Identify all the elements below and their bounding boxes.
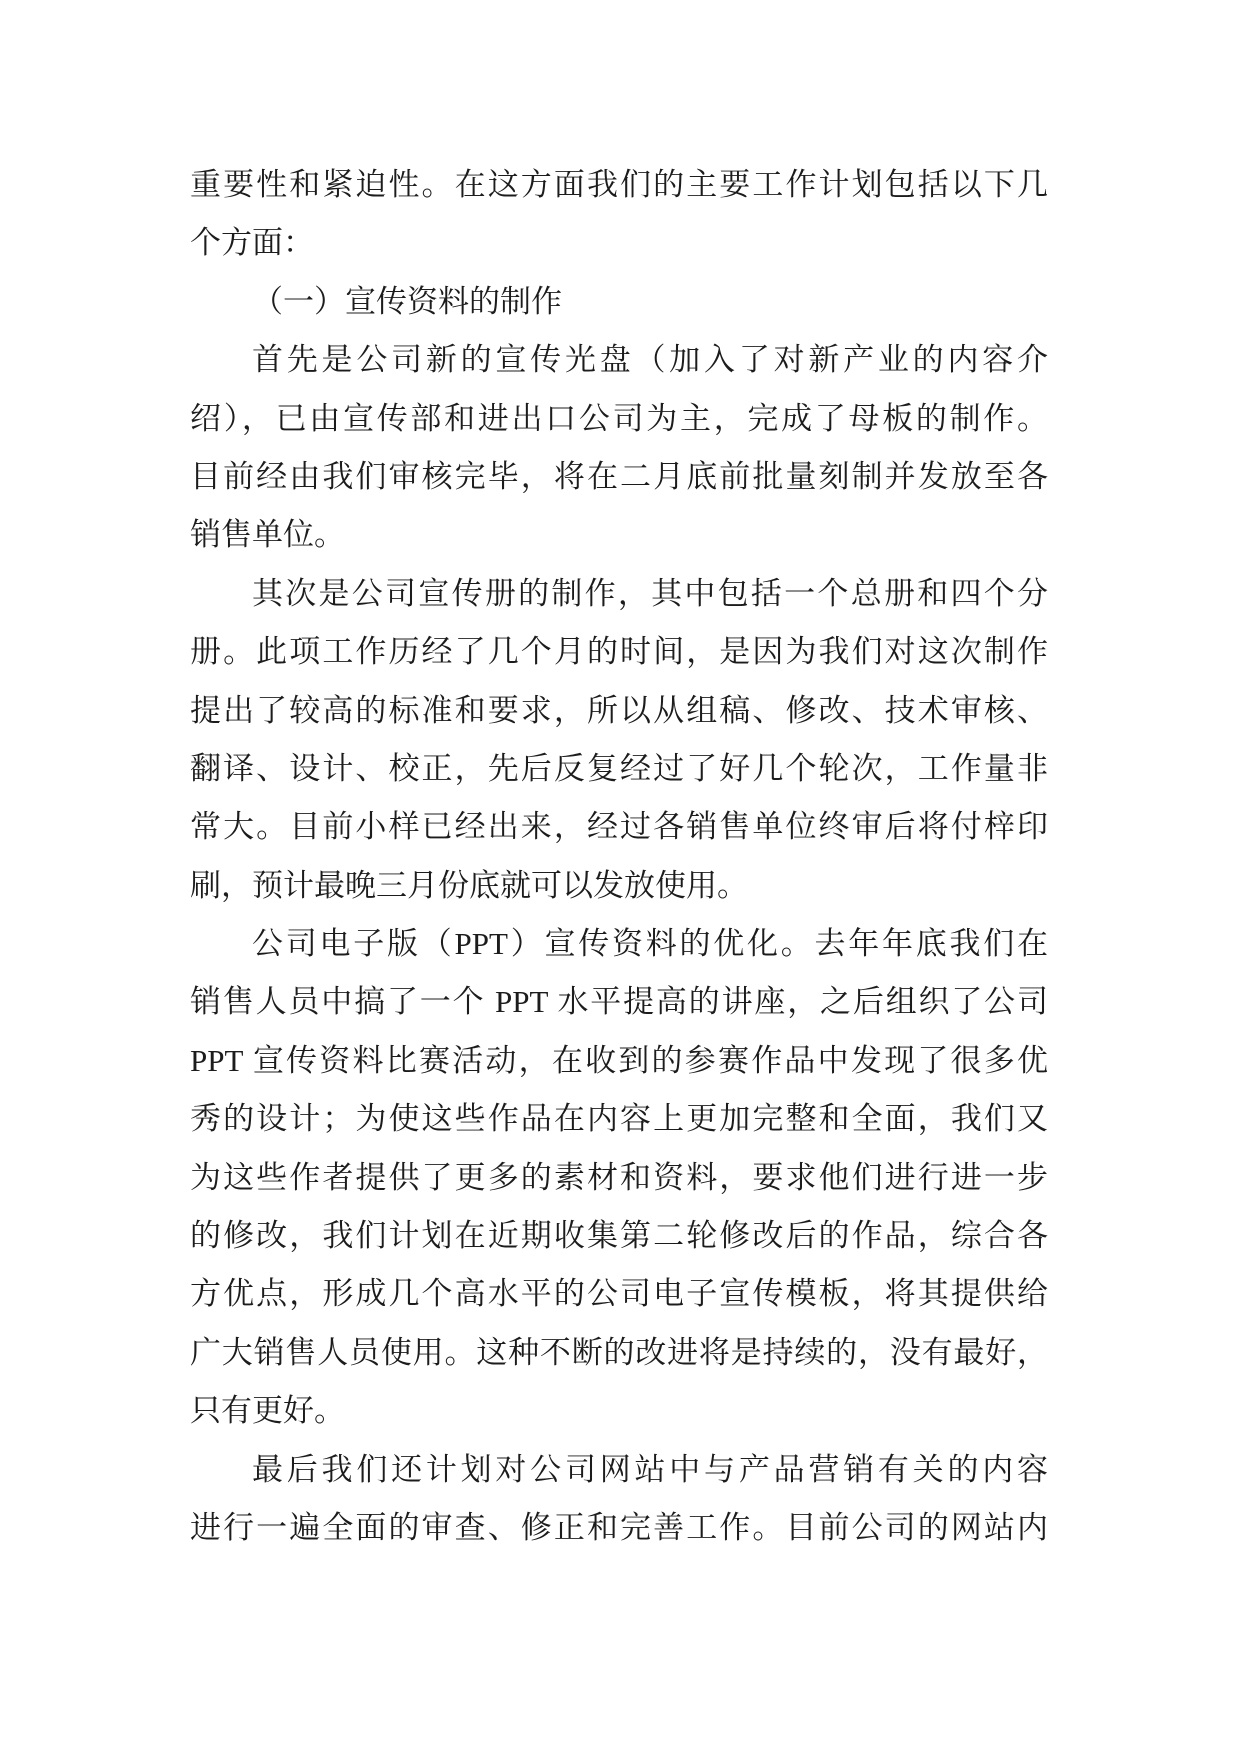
body-text-line: 个方面：: [190, 225, 314, 261]
body-text-line: 绍），已由宣传部和进出口公司为主，完成了母板的制作。: [190, 400, 1048, 436]
body-text-line: 公司电子版（PPT）宣传资料的优化。去年年底我们在: [252, 926, 1048, 962]
body-text-line: 常大。目前小样已经出来，经过各销售单位终审后将付梓印: [190, 809, 1048, 845]
body-text-line: 为这些作者提供了更多的素材和资料，要求他们进行进一步: [190, 1159, 1048, 1195]
paragraph-ppt-materials: [190, 915, 1048, 1441]
body-text-line: 其次是公司宣传册的制作，其中包括一个总册和四个分: [252, 575, 1048, 611]
body-text-line: 最后我们还计划对公司网站中与产品营销有关的内容: [252, 1451, 1048, 1487]
body-text-line: 只有更好。: [190, 1393, 345, 1429]
body-text-line: 重要性和紧迫性。在这方面我们的主要工作计划包括以下几: [190, 167, 1048, 202]
body-text-line: 销售单位。: [190, 517, 345, 553]
section-heading: （一）宣传资料的制作: [252, 283, 562, 319]
paragraph-promo-disc: [190, 331, 1048, 565]
body-text-line: 广大销售人员使用。这种不断的改进将是持续的，没有最好，: [190, 1334, 1048, 1370]
body-text-line: 方优点，形成几个高水平的公司电子宣传模板，将其提供给: [190, 1276, 1048, 1312]
body-text-line: 销售人员中搞了一个 PPT 水平提高的讲座，之后组织了公司: [190, 984, 1048, 1020]
paragraph-website-review: [190, 1441, 1048, 1558]
body-text-line: 首先是公司新的宣传光盘（加入了对新产业的内容介: [252, 342, 1048, 378]
paragraph-brochure: [190, 565, 1048, 915]
body-text-line: 进行一遍全面的审查、修正和完善工作。目前公司的网站内: [190, 1509, 1048, 1545]
body-text-line: 册。此项工作历经了几个月的时间，是因为我们对这次制作: [190, 634, 1048, 670]
body-text-line: PPT 宣传资料比赛活动，在收到的参赛作品中发现了很多优: [190, 1042, 1048, 1078]
paragraph-continuation: [190, 156, 1048, 273]
body-text-line: 秀的设计；为使这些作品在内容上更加完整和全面，我们又: [190, 1101, 1048, 1137]
section-heading-block: [190, 273, 1048, 331]
body-text-line: 提出了较高的标准和要求，所以从组稿、修改、技术审核、: [190, 692, 1048, 728]
body-text-line: 翻译、设计、校正，先后反复经过了好几个轮次，工作量非: [190, 750, 1048, 786]
body-text-line: 目前经由我们审核完毕，将在二月底前批量刻制并发放至各: [190, 458, 1048, 494]
body-text-line: 刷，预计最晚三月份底就可以发放使用。: [190, 867, 748, 903]
document-body: [190, 156, 1048, 1557]
body-text-line: 的修改，我们计划在近期收集第二轮修改后的作品，综合各: [190, 1218, 1048, 1254]
